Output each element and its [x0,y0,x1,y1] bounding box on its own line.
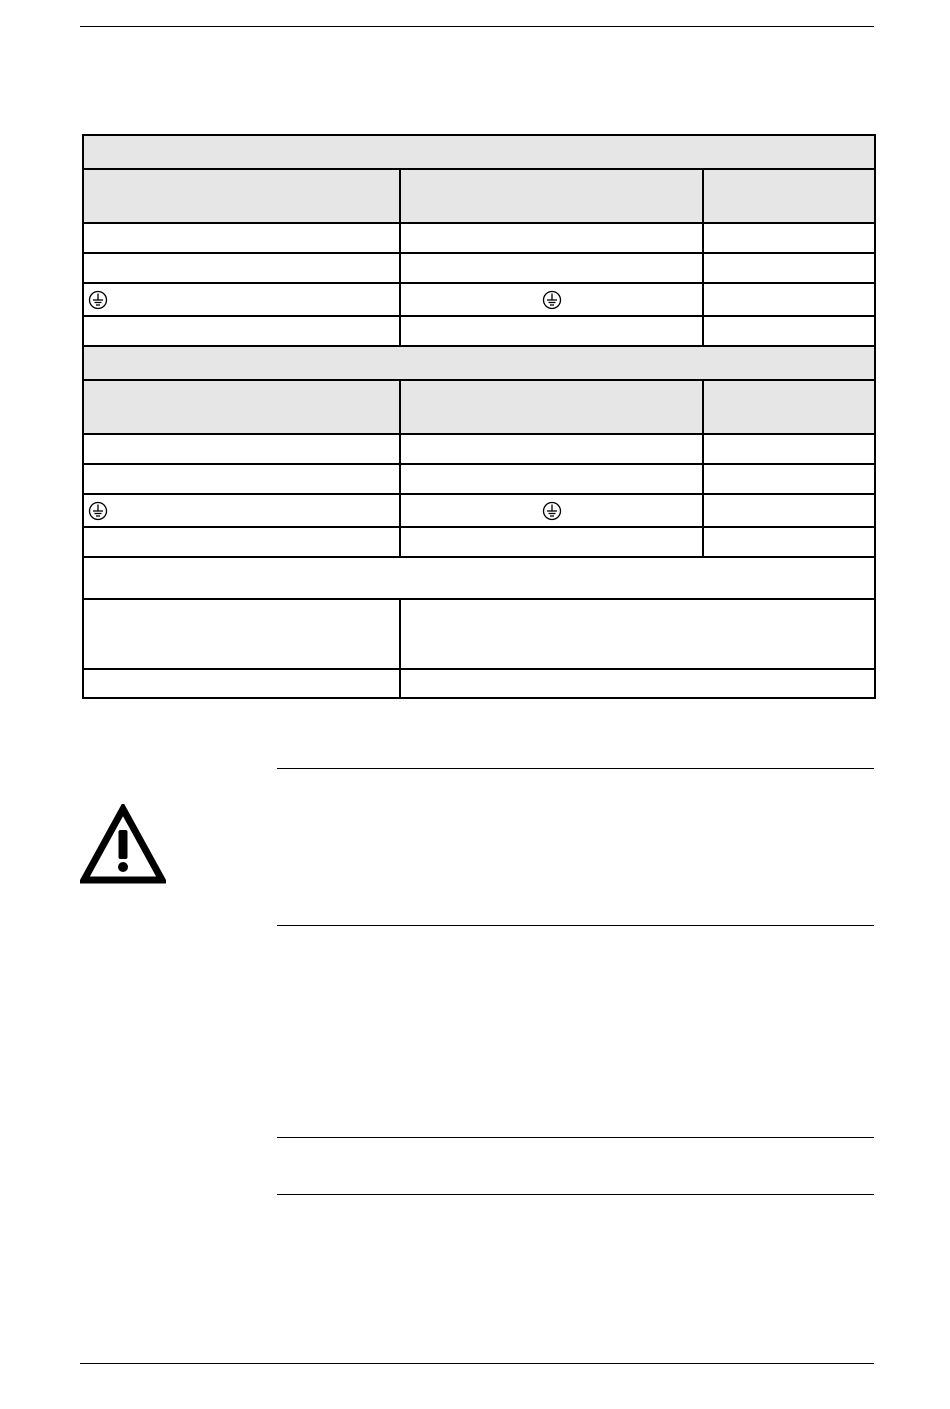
table-cell [83,494,400,527]
table-row [83,283,875,316]
table-header-row [83,169,875,223]
column-header [400,169,703,223]
table-cell [83,599,400,669]
column-header [83,169,400,223]
column-header [400,380,703,434]
table-section-header [83,135,875,169]
table-cell [400,316,703,346]
table-cell [400,494,703,527]
table-cell [400,527,703,557]
table-cell [703,434,875,464]
table-row [83,464,875,494]
warning-rule-bottom [277,925,874,926]
note-rule-bottom [277,1194,874,1195]
table-cell [83,316,400,346]
column-header [83,380,400,434]
table-cell [703,223,875,253]
table-section-header [83,346,875,380]
table-cell [703,464,875,494]
table-cell [703,527,875,557]
table-cell [83,223,400,253]
table-cell [83,669,400,698]
table-cell [400,434,703,464]
protective-earth-icon [542,501,562,521]
table-row [83,599,875,669]
table-cell [400,669,875,698]
table-cell [83,527,400,557]
table-row [83,494,875,527]
table-row [83,253,875,283]
section-title [83,346,875,380]
protective-earth-icon [88,290,108,310]
warning-rule-top [277,768,874,769]
section-title [83,135,875,169]
table-cell [400,464,703,494]
table-cell [703,283,875,316]
table-row [83,434,875,464]
table-row [83,223,875,253]
table-cell [703,253,875,283]
table-header-row [83,380,875,434]
table-note-row [83,557,875,599]
table-cell [83,253,400,283]
table-cell [703,494,875,527]
table-cell [83,283,400,316]
table-cell [400,253,703,283]
table-note [83,557,875,599]
table-cell [703,316,875,346]
table-row [83,669,875,698]
table-row [83,316,875,346]
table-row [83,527,875,557]
column-header [703,380,875,434]
footer-rule [80,1363,874,1364]
protective-earth-icon [542,290,562,310]
table-cell [83,464,400,494]
table-cell [83,434,400,464]
header-rule [80,26,874,27]
warning-triangle-icon [80,804,166,884]
table-cell [400,223,703,253]
note-rule-top [277,1137,874,1138]
column-header [703,169,875,223]
table-cell [400,283,703,316]
protective-earth-icon [88,501,108,521]
table-cell [400,599,875,669]
spec-table [82,134,876,699]
